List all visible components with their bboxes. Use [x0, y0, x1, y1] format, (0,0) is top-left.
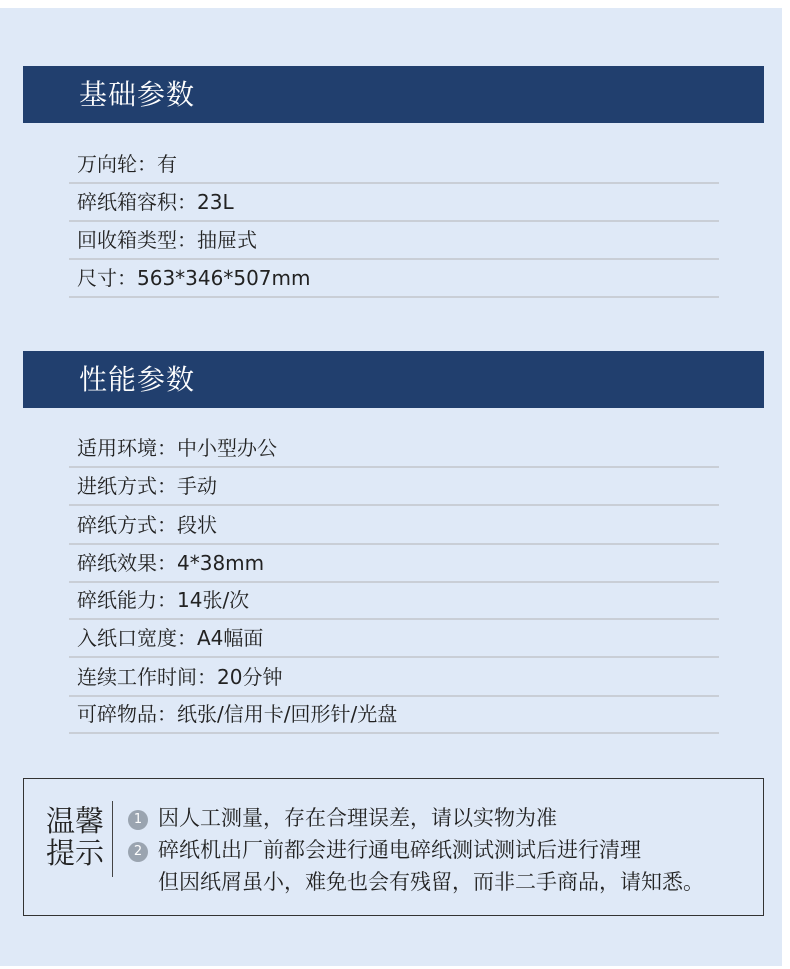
spec-row-shred-capacity: 碎纸能力：14张/次	[69, 582, 719, 620]
tip-item-2	[128, 835, 641, 865]
performance-params-header: 性能参数	[23, 351, 764, 408]
spec-row-shred-size: 碎纸效果：4*38mm	[69, 545, 719, 583]
warm-tips-box	[23, 778, 764, 916]
tip-text: 碎纸机出厂前都会进行通电碎纸测试测试后进行清理	[158, 838, 641, 862]
spec-page	[0, 8, 782, 966]
warm-tips-title	[46, 805, 112, 869]
tip-number-badge: 1	[128, 810, 148, 830]
spec-row-run-time: 连续工作时间：20分钟	[69, 659, 719, 697]
tip-number-badge: 2	[128, 842, 148, 862]
spec-row-environment: 适用环境：中小型办公	[69, 430, 719, 468]
spec-row-shreddable-items: 可碎物品：纸张/信用卡/回形针/光盘	[69, 696, 719, 734]
tip-text: 因人工测量，存在合理误差，请以实物为准	[158, 806, 557, 830]
spec-row-feed-width: 入纸口宽度：A4幅面	[69, 620, 719, 658]
warm-tips-title-line1: 温馨	[46, 804, 105, 838]
spec-row-size: 尺寸：563*346*507mm	[69, 260, 719, 298]
spec-row-shred-mode: 碎纸方式：段状	[69, 507, 719, 545]
tip-item-2-continuation: 但因纸屑虽小，难免也会有残留，而非二手商品，请知悉。	[158, 870, 704, 894]
spec-row-feed-mode: 进纸方式：手动	[69, 468, 719, 506]
tip-item-1	[128, 803, 557, 833]
tips-divider	[112, 801, 113, 877]
spec-row-bin-capacity: 碎纸箱容积：23L	[69, 184, 719, 222]
basic-params-header: 基础参数	[23, 66, 764, 123]
spec-row-caster: 万向轮：有	[69, 146, 719, 184]
spec-row-bin-type: 回收箱类型：抽屉式	[69, 222, 719, 260]
warm-tips-title-line2: 提示	[46, 836, 105, 870]
